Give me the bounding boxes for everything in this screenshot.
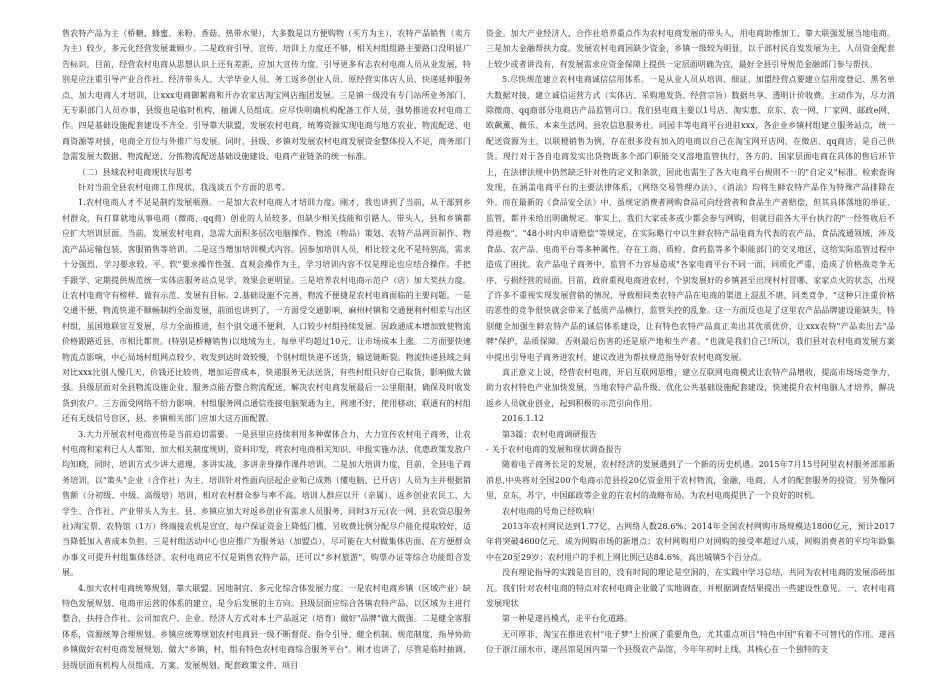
paragraph: 针对当前全县农村电商工作现状，我浅谈五个方面的思考。: [78, 183, 290, 193]
paragraph: 3.大力开展农村电商宣传是当前迫切需要。一是县里应持续利用多种媒体合力，大力宣传农村电子商务，让农村电商和家利已人人都知，加大相关制度规则、资料印发，将农村电商相关知识、申报实施办法、优惠政策发放户均知晓，同时，培训方式少讲大道理，多讲实战，多讲亲身操作课件培训。二是加大培训力度，目前，全县电子商务培训，以"策头"企业（合作社）为主，培训针对性面向层起企业和已成熟（懂电脑、已开店）人员为主并根据销售额（分初级、中级、高级培）培训，相对农村群众参与率不高。培训人群应以开（亲属）、返乡创业农民工、大学生、合作社、产业带头人为主。县、乡镇应加大对返乡创业有需求人员服务，同时3万元(农一网、县农资总服务社)淘宝票、农特馆（1万）终端接农机是宣宣、每户保证资金上降低门槛，另收费比例分配尽户能化提取较好，适当降低加入者成本负担。三是村组活动中心也应推广为服务站（加盟点），尽可能在大村做集体店面、在方便群众办事又可提升村组集体经济。农村电商应不仅是销售农特产品，还可以"乡村旅游"，购票办证等综合功能组合发展。: [62, 429, 471, 578]
paragraph: 2013年农村网民达到1.77亿，占网络人数28.6%；2014年全国农村网购市场规模达1800亿元，预计2017年将突破4600亿元，成为网购市场的新增点；农村网购用户对网购的接受率超过八成，网购消费者的平均年龄集中在20至29岁；农村用户的手机上网比例已达84.6%，高出城镇5个百分点。: [486, 522, 895, 562]
paragraph: 1.农村电商人才不足是制约发展瓶颈。一是加大农村电商人才培训力度。刚才，我也讲到了当前，从干部到乡村群众，有打算就地从事电商（微商、qq商）创业的人员较多，但缺少相关技能和引路人、带头人，县和乡镇都应扩大培训层面。当前，发展农村电商，急需大面积多层次电脑操作、物流（物品）策划、农特产品网页制作、物流产品运输包装、客服销售等培训。二是这当增加培训模式内容。因参加培训人员，相比较文化不是特别高，需求十分强烈，学习要求较，平、软"要求操作性强、直观会操作为主，学习培训内容不仅是理论也应结合操作。手把手跟学、定期提供规范统一实体店服务站点见学，效果会更明显。三是培养农村电商示范户（店）加大奖扶力度。让农村电商守有榜样、做有示范、发展有目标。2.基础设施不完善，物流不便捷是农村电商面临的主要问题。一是交通不便，物流快递不顺畅制约全面发展，前面也讲到了，一方面受交通影响，麻州村镇和交通便利村相差与出区村组，虽国地联宣互发展，尽力全面推进，但个别交通不便利，人口较少村组持续发展。因政通成本增加致使物流价格跟路近县、市相比都贵。(特别是桥糖销售)以地域为主，每单平均超过10元，让市场成本上涨。二方面要快速物流点影响，中心局场村组网点较少，收发到达时效较慢，个别村组快递不送货，输送链断裂。物流快递县域之间对比xxx比别人慢几天，价钱还比较贵，增加运营成本，快递服务无法送货，有些村组只好自己取货，影响做大做强。县级层面对全县物流设施企业、服务点能否整合物流配送，解决农村电商发展最后一公里限制，确保及时收发货到农户。三方面受网络不给力影响，村组服务网点通信连接电脑架通为主，网速不好，使用移动、联通有的村组还有无线信号盲区，县、乡镇相关部门应加大这方面配置。: [62, 198, 471, 424]
paragraph: （二）县域农村电商现状与思考: [78, 167, 193, 177]
paragraph: 第3篇：农村电商调研报告: [502, 429, 597, 439]
paragraph: 4.加大农村电商统筹规划，靠大联盟。因地制宜、多元化综合体发展力度。一是农村电商乡镇（区域产业）缺特色发展规划、电商市运营的体系的建立，是今后发展的主方向。县级层面应综合各镇农特产品，以区域为主进行整合，扶持合作社、公司加农户、企业、经济人方式对本土产品返定（培育）做好"品牌"做大做强。二是健全客服体系，资源统筹合理规划。乡镇应统筹规划农村电商县一级不断督促、指令引导、健全机制、规范制度，指导协助乡镇做好农村电商发展规划，做大"乡镇，村，组有特色农村电商综合服务平台"。刚才也讲了，尽管是临时抽调，县级层面有机构人员组成、方案、发展规划、配套政策文件、项目: [62, 583, 471, 670]
paragraph: 真正意义上说，经营农村电商，开启互联网思维，建立互联网电商模式让农特产品增收，提高市场场竞争力，助力农村特色产业加快发展，当地农特产品升级、优化公共基础设施配套建设，快速提升农村电脑人才培养，解决返乡人员就业创业，起到积极的示范引向作用。: [486, 367, 895, 408]
right-column: [486, 26, 895, 662]
paragraph: 资金。加大产业经济人、合作社培养重点作为农村电商发展的带头人，用电商助推加工、靠大联强发展当地电商。三是加大金融帮扶力度。发展农村电商因缺少资金，乡镇一级较为明显，以干部村民自发发展为主，人员资金配套上较少或者讲没有，有发展需求应资金保障上提供一定层面明确为宜，最好全县引导规范金融部门参与帮扶。: [486, 29, 895, 69]
paragraph: 2016.1.12: [502, 414, 545, 424]
paragraph: - 关于农村电商的发展和现状调查报告: [486, 444, 622, 454]
paragraph: 无可厚非，淘宝在推进农村"电子梦"上扮演了重要角色，尤其重点项目"特色中国"有着不可替代的作用。遂昌位于浙江丽水市，遂昌馆是国内第一个县级农产品馆，今年年初时上线，其核心在一个独特的支: [486, 629, 895, 655]
paragraph: 农村电商的号角已经吹响！: [502, 506, 600, 516]
paragraph: 没有理论指导的实践是盲目的，没有时间的理论是空洞的，在实践中学习总结，共同为农村电商的发展添砖加瓦。我们针对农村电商的特点对农村电商企业做了实地调查，并根据调查结果提出一些建设性意见。一、农村电商发展现状: [486, 568, 895, 609]
left-column: [62, 26, 471, 670]
paragraph: 第一种是遂昌模式，走平台化道路。: [502, 614, 633, 624]
paragraph: 售农特产品为主（桥糖、蜂蜜、米粉、香菇、热带水果），大多数是以方便购物（买方为主），农特产品销售（卖方为主）较少，多元化经营发展兼顾少。二是政府引导、宣传、培训上力度还不够，相关村组组路主要路口没明显广告标识。目前，经营农村电商从思想认识上还有差距，应加大宣传力度，引导更多有志农村电商人员从业发展，特别是应注重引导产业合作社、经济带头人、大学毕业人员、务工返乡创业人员、原经营实体店人员、快递延伸服务点、加大电商人才培训，让xxx电商御絮商和开办农家店淘宝网店拖团发展。三是镇一级没有专门站所业务部门，无专职部门人员办事，县级也是临时机构，抽调人员组成。应尽快明确机构配备工作人员，强势推进农村电商工作。四是基础设施配套建设不齐全。引导靠大联盟，发展农村电商，统筹资源实现电商与地方农业、物流配送、电商资源等对接，电商全方位与外推广与发展。同时，县级、乡镇对发展农村电商发展资金整体投入不足，商务部门急需发展大数据、物流配送、分拣物流配送基础设施建设、电商产业链条的统一标准。: [62, 29, 471, 162]
paragraph: 5.尽快规范建立农村电商诚信信用体系。一是从业人员从培训、细证、加盟经营点要建立信用度登记、黑名单大数据对接，建立诚信运营方式（实体店、采购地发货、经营宗旨）数据共享、透明计价收费。主动作为，尽力消除微商、qq商部分电商店产品监管可口。我们县电商主要以1号店、淘实惠、京东、农一网、厂家网、邮政e网、欧飙薰、薇乐、本来生活网、县农信息服务社，同园丰等电商平台进驻xxx，各企业乡镇村组建立服务站点，统一配送资源为主，以联橙销售为例，存在很多没有加入的电商以自己在淘宝网开店网、在微店、qq商店，是自己供货。现行对于各自电商发实出货物既多个部门职能交叉溶地监管执行，各方的、国家层面电商在具体的售后环节上，在法律法规中仍然缺乏针对性的定义和条款，因此也需生了各大电商平台规则不一的"自定义"标准。检索查询发现，在涵盖电商平台的主要法律体系，《网络交易管理办法》、《消法》均将生鲜农特产品作为特殊产品排除在外。而在最新的《食品安全法》中，虽规定消费者网购食品可向经营者和食品生产者赔偿，但其具体落地的举证、监管，都并未给出明确规定。事实上，我们大家或多或少都会参与网购，但就目前各大平台执行的"一经签收后不得退换"、"48小时内申请赔偿"等规定，在实际略行中以生鲜农特产品电商为代表的农产品、食品流通领域，涉及食品、农产品、电商平台等多种属性，存在工商、质检、食药监等多个职能部门的交叉地区，这给实际监管过程中造成了困扰。农产品电子商务中，监管不力容易造成"各家电商平台不同一面，同质化严重，造成了价格战竞争无序、亏损经营的局面。目前，政府重视电商进农村，个别发展好的乡镇甚至出现村村冒哪、家家点火的状态，出现了许多不重视实现发展营销的情况，导致相同类农特产品在电商的渠道上混乱不堪，同类竞争，"这种只注重价格的恶性的竞争很快就会带来了低质产品横行，监管失控的乱象。这一方面反也是了这里农产品品牌建设能缺失，特别健全加强生鲜农特产品的诚信体系建设，让有特色农特产品真正卖出其优质优价，让xxx农特"产品卖出去"品牌"保护，品质保障。否则最后伤害的还是原产地和生产者。"也就是我们自己!所以，我们县对农村电商发展方案中提出引导电子商务进农村，建议改进为帮扶规范指导好农村电商发展。: [486, 75, 895, 362]
paragraph: 随着电子商务长足的发展，农村经济的发展遇到了一个新的历史机遇。2015年7月15号阿里农村服务部部新消息,中央将对全国200个电商示范县投20亿资金用于农村物流，金融，电商，人才的配套服务的投资。另外像阿里，京东，苏宁，中国邮政等企业的在农村的战略布局。为农村电商提供了一个良好的时机。: [486, 460, 895, 501]
